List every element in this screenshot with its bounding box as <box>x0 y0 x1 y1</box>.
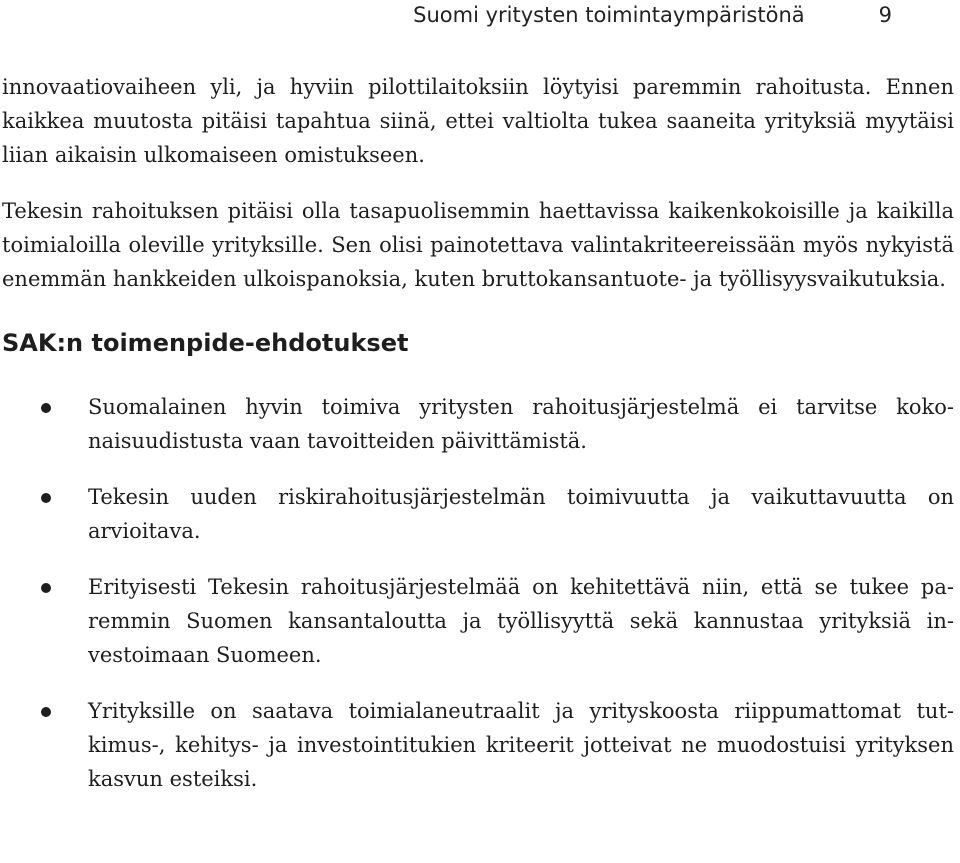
chapter-title: Suomi yritysten toimintaympäristönä <box>413 3 805 27</box>
paragraph-tekes-funding: Tekesin rahoituksen pitäisi olla tasapuolisemmin haettavissa kaikenkokoisille ja kaikilla toimialoilla oleville yrityksille. Sen olisi painotettava valintakriteereissään myös nykyistä enemmän hankkeiden ulkoispanoksia, kuten bruttokansantuote- ja työllisyysvaikutuksia. <box>2 199 954 291</box>
bullet-icon <box>41 707 51 717</box>
paragraph-continuation: innovaatiovaiheen yli, ja hyviin pilottilaitoksiin löytyisi paremmin rahoitusta. Ennen kaikkea muutosta pitäisi tapahtua siinä, ettei valtiolta tukea saaneita yrityksiä myytäisi liian aikaisin ulkomaiseen omistukseen. <box>2 75 954 167</box>
list-item <box>2 390 954 458</box>
bullet-icon <box>41 493 51 503</box>
page-number: 9 <box>878 3 892 27</box>
section-heading: SAK:n toimenpide-ehdotukset <box>2 329 409 357</box>
list-item-text: Tekesin uuden riskirahoitusjärjestelmän toimivuutta ja vaikuttavuutta on arvioitava. <box>88 485 954 543</box>
list-item <box>2 570 954 672</box>
list-item-text: Yrityksille on saatava toimialaneutraalit ja yrityskoosta riippumattomat tutkimus-, kehitys- ja investointitukien kriteerit jotteivat ne muodostuisi yrityksen kasvun esteiksi. <box>88 699 954 791</box>
body-text <box>2 70 954 818</box>
proposals-list <box>2 390 954 796</box>
bullet-icon <box>41 583 51 593</box>
list-item-text: Suomalainen hyvin toimiva yritysten rahoitusjärjestelmä ei tarvitse kokonaisuudistusta vaan tavoitteiden päivittämistä. <box>88 395 954 453</box>
bullet-icon <box>41 403 51 413</box>
list-item-text: Erityisesti Tekesin rahoitusjärjestelmää on kehitettävä niin, että se tukee paremmin Suomen kansantaloutta ja työllisyyttä sekä kannustaa yrityksiä investoimaan Suomeen. <box>88 575 954 667</box>
list-item <box>2 480 954 548</box>
list-item <box>2 694 954 796</box>
running-header <box>300 0 892 30</box>
